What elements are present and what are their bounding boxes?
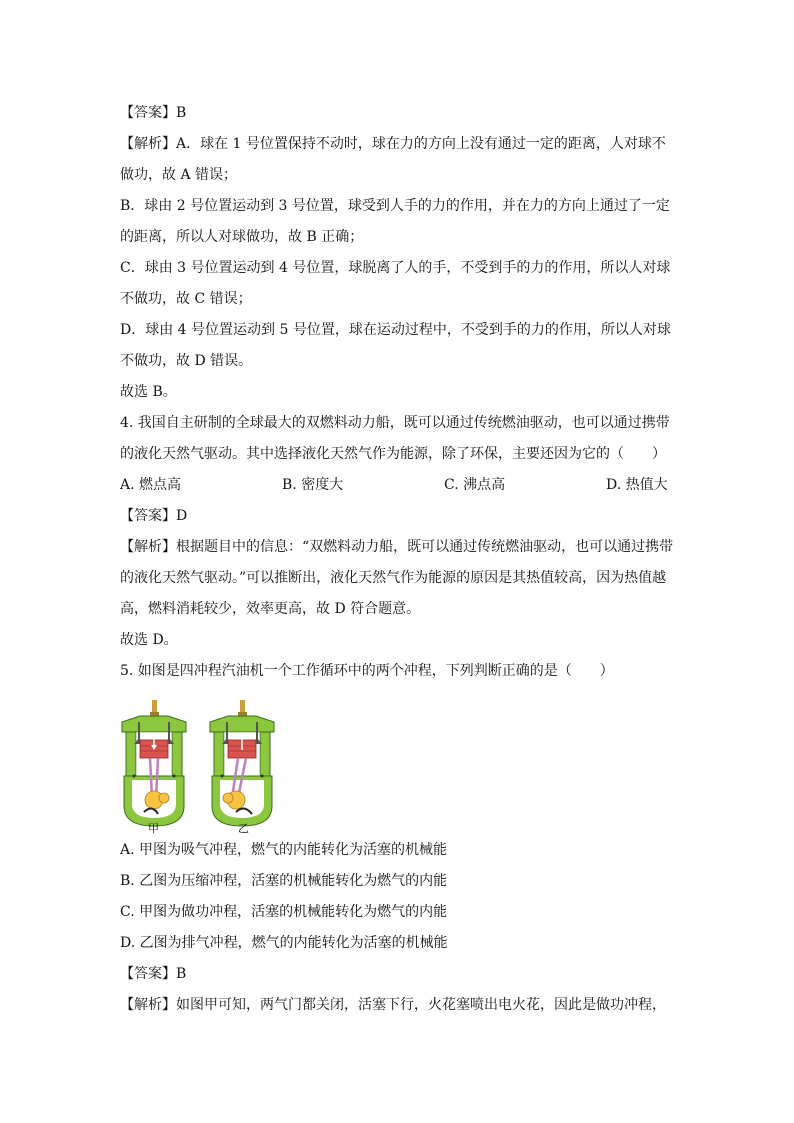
q4-analysis-line: 【解析】根据题目中的信息：“双燃料动力船，既可以通过传统燃油驱动，也可以通过携带: [120, 539, 674, 555]
answer-label: 【答案】B: [120, 105, 187, 121]
q4-option-d: D. 热值大: [606, 477, 668, 493]
q4-option-a: A. 燃点高: [120, 477, 182, 493]
question-4-stem: 的液化天然气驱动。其中选择液化天然气作为能源，除了环保，主要还因为它的（ ）: [120, 446, 666, 462]
analysis-line: 不做功，故 D 错误。: [120, 353, 253, 369]
analysis-line: 的距离，所以人对球做功，故 B 正确；: [120, 229, 364, 245]
conclusion-line: 故选 B。: [120, 384, 177, 400]
engine-jia-drawing: [122, 700, 186, 826]
caption-jia: 甲: [148, 822, 159, 835]
analysis-line: D．球由 4 号位置运动到 5 号位置，球在运动过程中，不受到手的力的作用，所以人对球: [120, 322, 671, 338]
q4-answer: 【答案】D: [120, 508, 188, 524]
q5-analysis-line: 【解析】如图甲可知，两气门都关闭，活塞下行，火花塞喷出电火花，因此是做功冲程，: [120, 997, 666, 1013]
q5-option-d: D. 乙图为排气冲程，燃气的内能转化为活塞的机械能: [120, 935, 448, 951]
analysis-line: 做功，故 A 错误；: [120, 167, 238, 183]
q4-analysis-line: 高，燃料消耗较少，效率更高，故 D 符合题意。: [120, 601, 421, 617]
question-4-stem: 4. 我国自主研制的全球最大的双燃料动力船，既可以通过传统燃油驱动，也可以通过携带: [120, 415, 670, 431]
q5-answer: 【答案】B: [120, 966, 187, 982]
q4-option-b: B. 密度大: [282, 477, 344, 493]
engine-yi-drawing: [210, 700, 274, 826]
engine-strokes-figure: [118, 700, 278, 836]
q4-conclusion: 故选 D。: [120, 632, 178, 648]
q4-analysis-line: 的液化天然气驱动。”可以推断出，液化天然气作为能源的原因是其热值较高，因为热值越: [120, 570, 667, 586]
question-5-stem: 5. 如图是四冲程汽油机一个工作循环中的两个冲程，下列判断正确的是（ ）: [120, 663, 614, 679]
q5-option-b: B. 乙图为压缩冲程，活塞的机械能转化为燃气的内能: [120, 873, 448, 889]
q4-option-c: C. 沸点高: [444, 477, 506, 493]
q5-option-c: C. 甲图为做功冲程，活塞的机械能转化为燃气的内能: [120, 904, 448, 920]
analysis-line: 不做功，故 C 错误；: [120, 291, 252, 307]
analysis-line: C．球由 3 号位置运动到 4 号位置，球脱离了人的手，不受到手的力的作用，所以人对球: [120, 260, 671, 276]
engine-diagram: [118, 700, 278, 836]
q5-option-a: A. 甲图为吸气冲程，燃气的内能转化为活塞的机械能: [120, 842, 448, 858]
analysis-line: B．球由 2 号位置运动到 3 号位置，球受到人手的力的作用，并在力的方向上通过了一定: [120, 198, 670, 214]
analysis-line: 【解析】A．球在 1 号位置保持不动时，球在力的方向上没有通过一定的距离，人对球不: [120, 136, 666, 152]
caption-yi: 乙: [238, 822, 249, 835]
